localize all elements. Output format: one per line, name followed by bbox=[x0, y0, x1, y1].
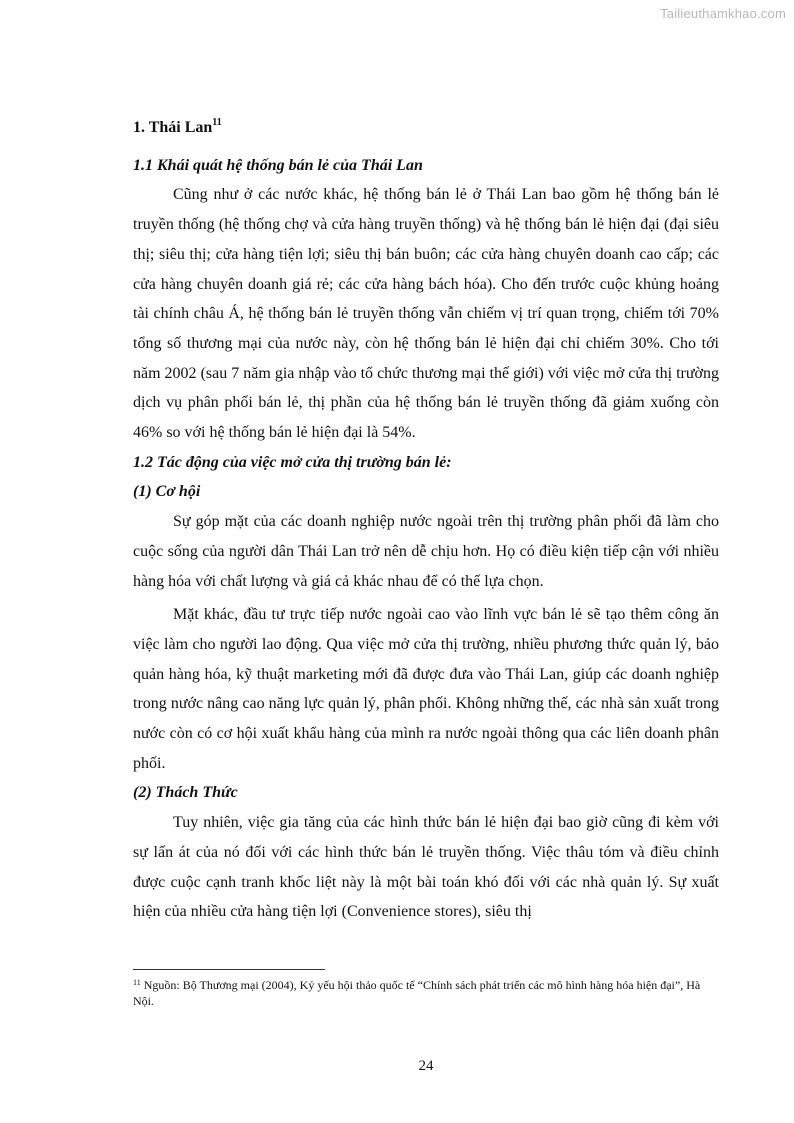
footnote-divider bbox=[133, 969, 325, 970]
footnote-text: Nguồn: Bộ Thương mại (2004), Kỷ yếu hội thảo quốc tế “Chính sách phát triển các mô hình hàng hóa hiện đại”, Hà Nội. bbox=[133, 978, 701, 1008]
section-heading bbox=[133, 113, 719, 143]
paragraph-opportunity-2: Mặt khác, đầu tư trực tiếp nước ngoài cao vào lĩnh vực bán lẻ sẽ tạo thêm công ăn việc làm cho người lao động. Qua việc mở cửa thị trường, nhiều phương thức quản lý, bảo quản hàng hóa, kỹ thuật marketing mới đã được đưa vào Thái Lan, giúp các doanh nghiệp trong nước nâng cao năng lực quản lý, phân phối. Không những thế, các nhà sản xuất trong nước còn có cơ hội xuất khẩu hàng của mình ra nước ngoài thông qua các liên doanh phân phối. bbox=[133, 606, 719, 772]
subsection-title-1-2: 1.2 Tác động của việc mở cửa thị trường bán lẻ: bbox=[133, 453, 452, 471]
watermark-text: Tailieuthamkhao.com bbox=[660, 6, 786, 21]
paragraph-overview: Cũng như ở các nước khác, hệ thống bán lẻ ở Thái Lan bao gồm hệ thống bán lẻ truyền thống (hệ thống chợ và cửa hàng truyền thống) và hệ thống bán lẻ hiện đại (đại siêu thị; siêu thị; cửa hàng tiện lợi; siêu thị bán buôn; các cửa hàng chuyên doanh cao cấp; các cửa hàng chuyên doanh giá rẻ; các cửa hàng bách hóa). Cho đến trước cuộc khủng hoảng tài chính châu Á, hệ thống bán lẻ truyền thống vẫn chiếm vị trí quan trọng, chiếm tới 70% tổng số thương mại của nước này, còn hệ thống bán lẻ hiện đại chỉ chiếm 30%. Cho tới năm 2002 (sau 7 năm gia nhập vào tổ chức thương mại thế giới) với việc mở cửa thị trường dịch vụ phân phối bán lẻ, thị phần của hệ thống bán lẻ truyền thống đã giảm xuống còn 46% so với hệ thống bán lẻ hiện đại là 54%. bbox=[133, 186, 719, 442]
sub-heading-opportunity: (1) Cơ hội bbox=[133, 483, 201, 501]
sub-heading-challenge: (2) Thách Thức bbox=[133, 784, 238, 802]
subsection-title-1-1: 1.1 Khái quát hệ thống bán lẻ của Thái Lan bbox=[133, 156, 423, 174]
footnote-number: 11 bbox=[133, 978, 141, 987]
heading-title: 1. Thái Lan bbox=[133, 119, 213, 136]
paragraph-challenge: Tuy nhiên, việc gia tăng của các hình thức bán lẻ hiện đại bao giờ cũng đi kèm với sự lấn át của nó đối với các hình thức bán lẻ truyền thống. Việc thâu tóm và điều chỉnh được cuộc cạnh tranh khốc liệt này là một bài toán khó đối với các nhà quản lý. Sự xuất hiện của nhiều cửa hàng tiện lợi (Convenience stores), siêu thị bbox=[133, 814, 719, 921]
footnote-reference[interactable]: 11 bbox=[212, 117, 222, 128]
footnote bbox=[133, 977, 719, 1009]
page-content bbox=[133, 113, 719, 927]
page-number: 24 bbox=[418, 1058, 434, 1074]
paragraph-opportunity-1: Sự góp mặt của các doanh nghiệp nước ngoài trên thị trường phân phối đã làm cho cuộc sống của người dân Thái Lan trở nên dễ chịu hơn. Họ có điều kiện tiếp cận với nhiều hàng hóa với chất lượng và giá cả khác nhau để có thể lựa chọn. bbox=[133, 513, 719, 590]
